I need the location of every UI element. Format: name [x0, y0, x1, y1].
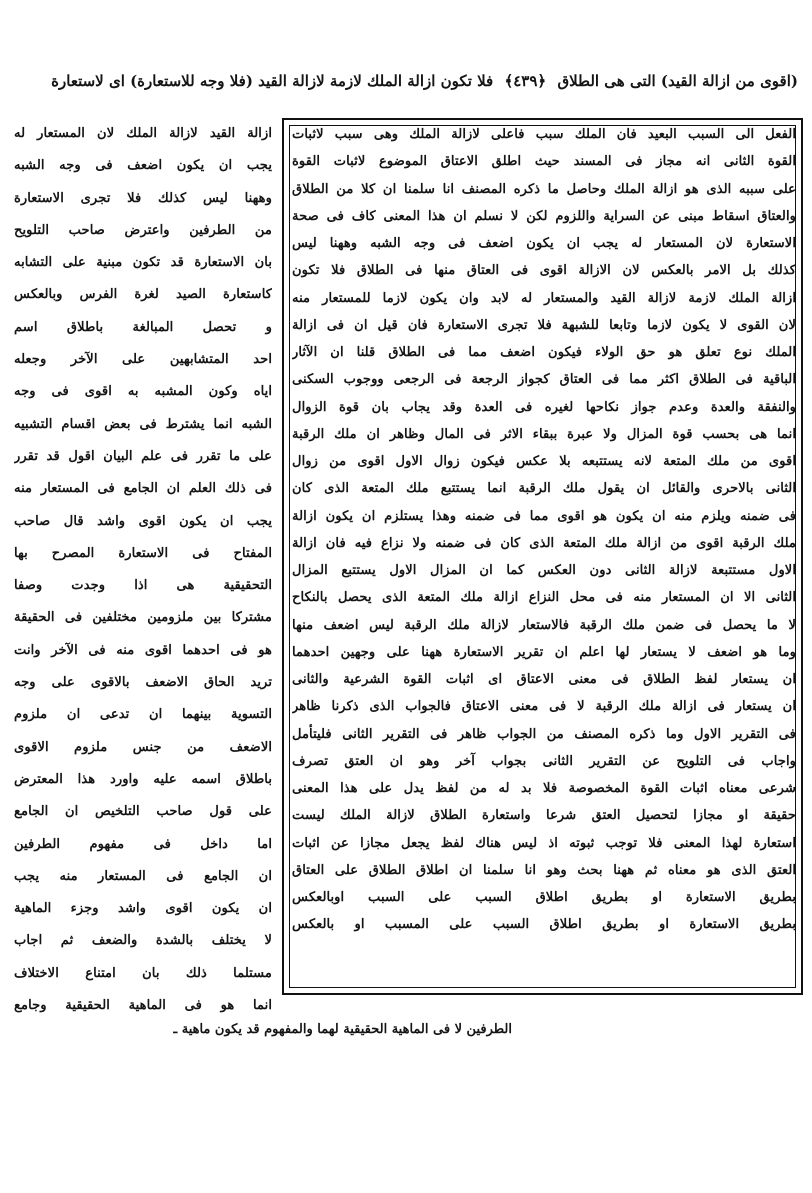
commentary-line: كذلك بل الامر بالعكس لان الازالة اقوى فى العتاق منها فى الطلاق فلا تكون: [292, 263, 796, 279]
gloss-line: من الطرفين واعترض صاحب التلويح: [14, 222, 272, 238]
footer-continuation-line: الطرفين لا فى الماهية الحقيقية لهما والمفهوم قد يكون ماهية ـ: [173, 1022, 512, 1037]
commentary-line: والنفقة والعدة وعدم جواز نكاحها لغيره فى العدة وقد يجاب بان قوة الزوال: [292, 399, 796, 415]
gloss-line: ان يكون اقوى واشد وجزء الماهية: [14, 901, 272, 917]
margin-gloss-block: [14, 118, 272, 1014]
gloss-line: ان الجامع فى المستعار منه يجب: [14, 868, 272, 884]
gloss-line: تريد الحاق الاضعف بالاقوى على وجه: [14, 675, 272, 691]
commentary-line: بطريق الاستعارة او بطريق اطلاق السبب على السبب اوبالعكس: [292, 890, 796, 905]
gloss-line: يجب ان يكون اضعف فى وجه الشبه: [14, 158, 272, 174]
commentary-line: حقيقة او مجازا لتحصيل العتق شرعا واستعارة الطلاق لازالة الملك ليست: [292, 808, 796, 824]
commentary-line: الفعل الى السبب البعيد فان الملك سبب فاعلى لازالة الملك وهى سبب لاثبات: [292, 127, 796, 142]
gloss-line: اياه وكون المشبه به اقوى فى وجه: [14, 384, 272, 400]
gloss-line: الشبه انما يشترط فى بعض اقسام التشبيه: [14, 416, 272, 432]
commentary-line: الملك نوع تعلق هو حق الولاء فيكون اضعف مما فى الطلاق قلنا ان الآثار: [292, 345, 796, 360]
gloss-line: باطلاق اسمه عليه واورد هذا المعترض: [14, 771, 272, 787]
gloss-line: هو فى احدهما اقوى منه فى الآخر وانت: [14, 642, 272, 658]
gloss-line: كاستعارة الصيد لغرة الفرس وبالعكس: [14, 287, 272, 303]
gloss-line: مشتركا بين ملزومين مختلفين فى الحقيقة: [14, 610, 272, 626]
commentary-line: ملك الرقبة اقوى من ازالة ملك المتعة الذى كان فى ضمنه ولا نزاع فيه فان ازالة: [292, 535, 796, 551]
commentary-line: فى ضمنه ويلزم منه ان يكون هو اقوى مما فى ضمنه وهذا يستلزم ان يكون ازالة: [292, 508, 796, 524]
page-number: ﴿٤٣٩﴾: [504, 72, 547, 90]
commentary-line: لان القوى لا يكون لازما وتابعا للشبهة فلا تجرى الاستعارة فان قيل ان فى ازالة: [292, 317, 796, 333]
gloss-line: المفتاح فى الاستعارة المصرح بها: [14, 545, 272, 561]
commentary-line: شرعى معناه اثبات القوة المخصوصة فلا بد له من لفظ يدل على هذا المعنى: [292, 781, 796, 796]
page-header: [18, 66, 798, 96]
gloss-line: لا يختلف بالشدة والضعف ثم اجاب: [14, 933, 272, 949]
commentary-line: استعارة لهذا المعنى فلا توجب ثبوته اذ ليس هناك لفظ يجعل مجازا عن اثبات: [292, 835, 796, 851]
gloss-line: انما هو فى الماهية الحقيقية وجامع: [14, 998, 272, 1014]
commentary-line: الاول مستتبعة لازالة الثانى دون العكس كما ان المزال الاول يستتبع المزال: [292, 563, 796, 578]
commentary-line: واجاب فى التلويح عن التقرير الثانى بجواب آخر وهو ان العتق تصرف: [292, 753, 796, 769]
commentary-line: القوة الثانى انه مجاز فى المسند حيث اطلق الاعتاق الموضوع لاثبات القوة: [292, 154, 796, 170]
commentary-line: العتق الذى هو معناه ثم ههنا بحث وهو انا سلمنا ان اطلاق الطلاق على العتاق: [292, 862, 796, 878]
commentary-line: اقوى من ملك المتعة لانه يستتبعه بلا عكس فيكون زوال الاول اقوى من زوال: [292, 454, 796, 469]
gloss-line: التسوية بينهما ان تدعى ان ملزوم: [14, 707, 272, 723]
gloss-line: على قول صاحب التلخيص ان الجامع: [14, 804, 272, 820]
gloss-line: بان الاستعارة قد تكون مبنية على التشابه: [14, 255, 272, 271]
commentary-line: والعتاق اسقاط مبنى عن السراية واللزوم لكن لا نسلم ان هذا المعنى كاف فى صحة: [292, 208, 796, 224]
commentary-line: بطريق الاستعارة او بطريق اطلاق السبب على المسبب او بالعكس: [292, 917, 796, 933]
commentary-line: انما هى بحسب قوة المزال ولا عبرة ببقاء الاثر فى المال وظاهر ان ملك الرقبة: [292, 426, 796, 442]
gloss-line: فى ذلك العلم ان الجامع فى المستعار منه: [14, 481, 272, 497]
gloss-line: الاضعف من جنس ملزوم الاقوى: [14, 739, 272, 755]
gloss-line: اما داخل فى مفهوم الطرفين: [14, 836, 272, 852]
gloss-line: يجب ان يكون اقوى واشد قال صاحب: [14, 513, 272, 529]
commentary-line: الثانى الا ان المستعار منه فى محل النزاع ازالة ملك المتعة الذى يحصل بالنكاح: [292, 590, 796, 606]
gloss-line: وههنا ليس كذلك فلا تجرى الاستعارة: [14, 190, 272, 206]
gloss-line: مستلما ذلك بان امتناع الاختلاف: [14, 965, 272, 981]
gloss-line: و تحصل المبالغة باطلاق اسم: [14, 319, 272, 335]
commentary-line: الاستعارة لان المستعار له يجب ان يكون اضعف فى وجه الشبه وههنا ليس: [292, 236, 796, 251]
gloss-line: ازالة القيد لازالة الملك لان المستعار له: [14, 126, 272, 141]
commentary-line: ان يستعار لفظ الطلاق فى معنى الاعتاق اى اثبات القوة الشرعية والثانى: [292, 672, 796, 687]
commentary-line: على سببه الذى هو ازالة الملك وحاصل ما ذكره المصنف انا سلمنا ان كلا من الطلاق: [292, 181, 796, 197]
commentary-line: لا ما يحصل فى ضمن ملك الرقبة فالاستعار لازالة ملك الرقبة ليس اضعف منها: [292, 617, 796, 633]
commentary-line: وما هو اضعف لا يستعار لها اعلم ان تقرير الاستعارة ههنا على وجهين احدهما: [292, 644, 796, 660]
gloss-line: احد المتشابهين على الآخر وجعله: [14, 352, 272, 368]
commentary-line: ازالة الملك لازمة لازالة القيد والمستعار له لابد وان يكون لازما للمستعار منه: [292, 290, 796, 306]
gloss-line: على ما تقرر فى علم البيان اقول قد تقرر: [14, 448, 272, 464]
commentary-text-block: [292, 121, 796, 993]
commentary-line: فى التقرير الاول وما ذكره المصنف من الجواب ظاهر فى التقرير الثانى فليتأمل: [292, 726, 796, 742]
header-left-text: فلا تكون ازالة الملك لازمة لازالة القيد (فلا وجه للاستعارة) اى لاستعارة: [51, 72, 494, 90]
commentary-line: الباقية فى الطلاق اكثر مما فى العتاق كجواز الرجعة فى الرجعى ووجوب السكنى: [292, 372, 796, 388]
commentary-line: ان يستعار فى ازالة ملك الرقبة لا فى معنى الاعتاق فالجواب الذى ذكرنا ظاهر: [292, 699, 796, 715]
gloss-line: التحقيقية هى اذا وجدت وصفا: [14, 578, 272, 594]
header-right-text: (اقوى من ازالة القيد) التى هى الطلاق: [557, 72, 798, 90]
commentary-line: الثانى بالاحرى والقائل ان يقول ملك الرقبة انما يستتبع ملك المتعة الذى كان: [292, 481, 796, 497]
